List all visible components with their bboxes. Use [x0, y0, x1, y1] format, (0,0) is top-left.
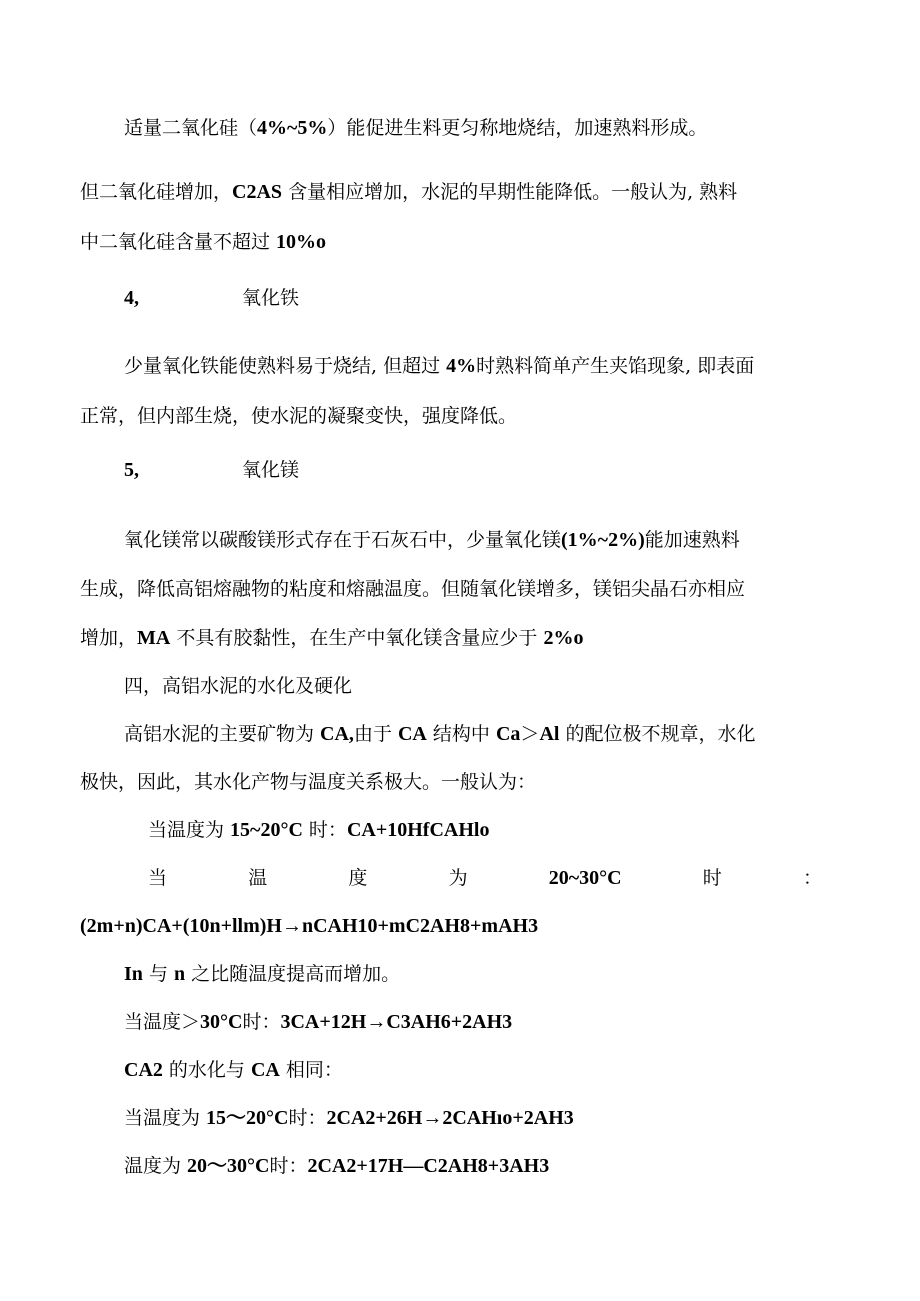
equation: (2m+n)CA+(10n+llm)H→nCAH10+mC2AH8+mAH3: [80, 915, 539, 937]
text: ：: [802, 867, 822, 889]
text-bold: 20～30°C: [187, 1155, 270, 1177]
text: 温: [248, 867, 268, 889]
text: 极快，因此，其水化产物与温度关系极大。一般认为：: [80, 771, 537, 793]
text-bold: In: [124, 963, 143, 985]
equation: 2CA2+17H—C2AH8+3AH3: [307, 1155, 550, 1177]
heading-title: 氧化铁: [242, 287, 300, 309]
text: 为: [448, 867, 468, 889]
text: 相同：: [279, 1059, 343, 1081]
equation-line: [124, 1104, 828, 1132]
paragraph-line: [80, 624, 828, 652]
heading-number: 4,: [124, 287, 139, 309]
text: 正常，但内部生烧，使水泥的凝聚变快，强度降低。: [80, 405, 518, 427]
text: 含量相应增加，水泥的早期性能降低。一般认为, 熟料: [282, 181, 738, 203]
text: 度: [348, 867, 368, 889]
text-bold: 2%o: [543, 627, 584, 649]
text: 适量二氧化硅（: [124, 117, 258, 139]
text-bold: 15~20°C: [230, 819, 303, 841]
text-bold: 30°C: [200, 1011, 243, 1033]
text: 但二氧化硅增加，: [80, 181, 233, 203]
text: 的水化与: [162, 1059, 251, 1081]
text: 之比随温度提高而增加。: [185, 963, 401, 985]
text: 时：: [288, 1107, 327, 1129]
equation: 2CA2+26H→2CAHıo+2AH3: [326, 1107, 574, 1129]
equation-line: [124, 1008, 828, 1036]
text: 时熟料简单产生夹馅现象, 即表面: [476, 355, 755, 377]
equation-line-justified: [148, 864, 822, 892]
text: 的配位极不规章，水化: [559, 723, 756, 745]
section-heading: [124, 284, 828, 312]
text: ）能促进生料更匀称地烧结，加速熟料形成。: [327, 117, 708, 139]
text-bold: 10%o: [276, 231, 327, 253]
text: 能加速熟料: [644, 529, 740, 551]
text: 生成，降低高铝熔融物的粘度和熔融温度。但随氧化镁增多，镁铝尖晶石亦相应: [80, 578, 746, 600]
equation-line: [148, 816, 828, 844]
paragraph-line: [80, 402, 828, 430]
text: 四，高铝水泥的水化及硬化: [124, 675, 353, 697]
text: ＞: [520, 723, 540, 745]
text: 时: [702, 867, 722, 889]
paragraph-line: [124, 960, 828, 988]
text-bold: C2AS: [232, 181, 283, 203]
text-bold: CA: [397, 723, 427, 745]
paragraph-line: [80, 575, 828, 603]
section-heading: [124, 672, 828, 700]
text: 当温度为: [148, 819, 231, 841]
text: 当: [148, 867, 168, 889]
text: 时：: [242, 1011, 281, 1033]
text: 增加，: [80, 627, 138, 649]
text: 当温度为: [124, 1107, 207, 1129]
paragraph-line: [124, 1056, 828, 1084]
text-bold: CA: [250, 1059, 280, 1081]
paragraph-line: [124, 114, 828, 142]
text-bold: CA2: [124, 1059, 163, 1081]
paragraph-line: [124, 526, 828, 554]
paragraph-line: [124, 352, 828, 380]
paragraph-line: [80, 178, 828, 206]
text: 当温度＞: [124, 1011, 201, 1033]
text: 时：: [302, 819, 347, 841]
text-bold: 15～20°C: [206, 1107, 289, 1129]
text-bold: Al: [539, 723, 560, 745]
text: 温度为: [124, 1155, 188, 1177]
paragraph-line: [80, 228, 828, 256]
text-bold: (1%~2%): [561, 529, 645, 551]
equation: 3CA+12H→C3AH6+2AH3: [280, 1011, 513, 1033]
equation-line: [124, 1152, 828, 1180]
equation-line: [80, 912, 828, 940]
text: 不具有胶黏性，在生产中氧化镁含量应少于: [170, 627, 544, 649]
text: 中二氧化硅含量不超过: [80, 231, 277, 253]
heading-number: 5,: [124, 459, 139, 481]
section-heading: [124, 456, 828, 484]
text: 与: [142, 963, 174, 985]
text: 结构中: [426, 723, 496, 745]
text-bold: MA: [137, 627, 171, 649]
text: 氧化镁常以碳酸镁形式存在于石灰石中，少量氧化镁: [124, 529, 562, 551]
text: 由于: [353, 723, 398, 745]
paragraph-line: [124, 720, 828, 748]
text-bold: 20~30°C: [548, 867, 622, 889]
heading-title: 氧化镁: [242, 459, 300, 481]
paragraph-line: [80, 768, 828, 796]
text-bold: n: [174, 963, 186, 985]
text-bold: CA,: [320, 723, 354, 745]
text-bold: 4%: [446, 355, 477, 377]
text: 高铝水泥的主要矿物为: [124, 723, 321, 745]
text-bold: 4%~5%: [257, 117, 328, 139]
text: 时：: [269, 1155, 308, 1177]
equation: CA+10HfCAHlo: [346, 819, 490, 841]
text: 少量氧化铁能使熟料易于烧结, 但超过: [124, 355, 447, 377]
text-bold: Ca: [495, 723, 521, 745]
